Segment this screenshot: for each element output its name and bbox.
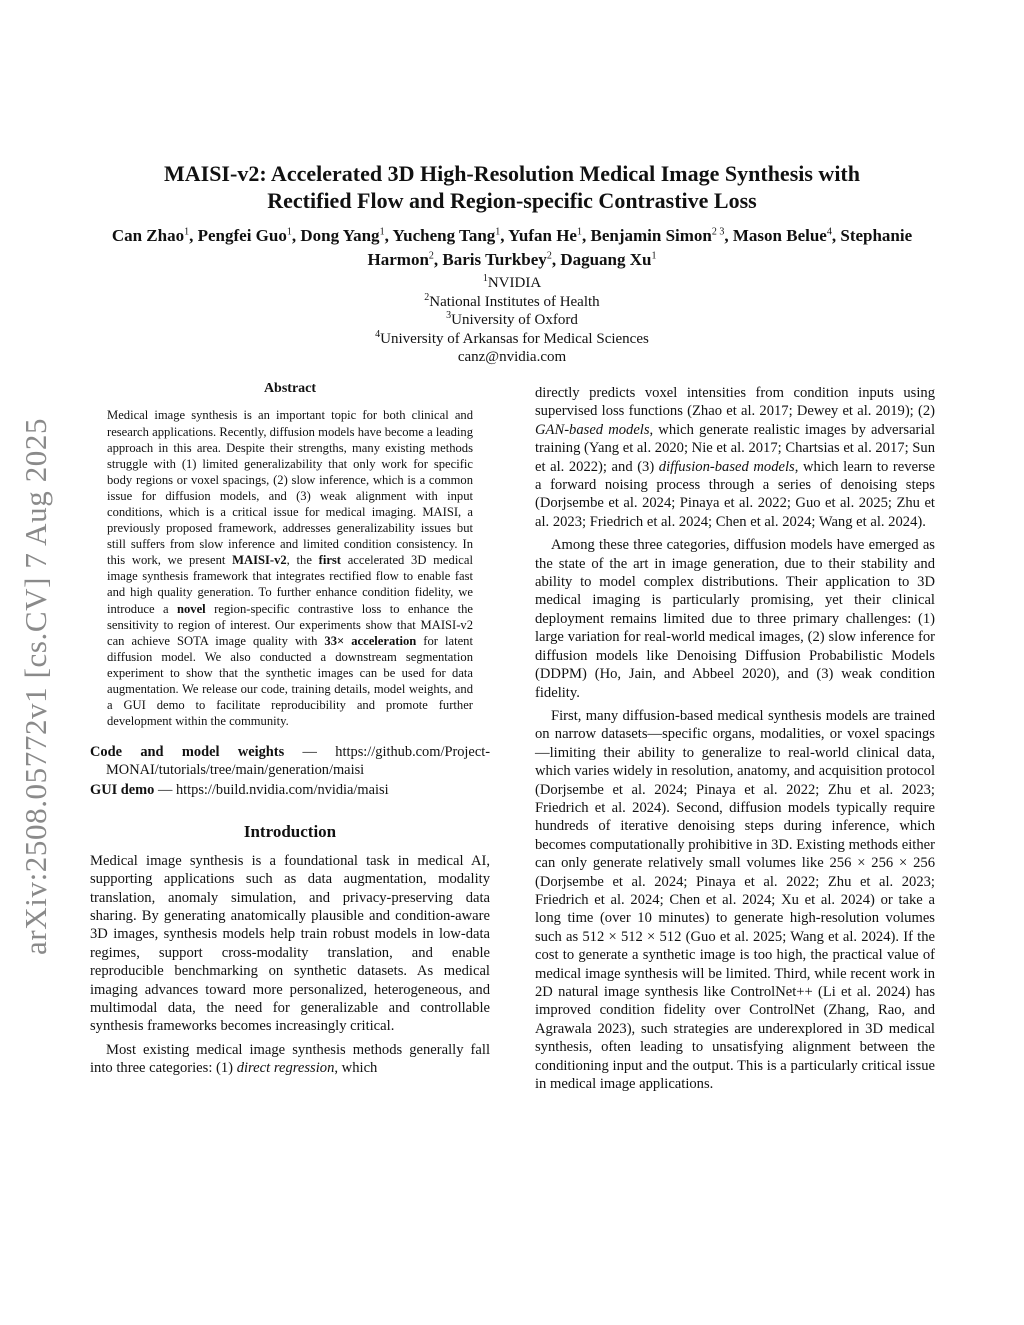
author-affiliation-marker: 1 — [286, 226, 292, 238]
paper-header — [90, 160, 934, 367]
author-affiliation-marker: 1 — [379, 226, 385, 238]
right-paragraph-3: First, many diffusion-based medical synthesis models are trained on narrow datasets—specific organs, modalities, or voxel spacings—limiting their ability to generalize to real-world clinical data, which varies widely in resolution, anatomy, and acquisition protocol (Dorjsembe et al. 2024; Pinaya et al. 2022; Zhu et al. 2023; Friedrich et al. 2024). Second, diffusion models typically require hundreds of iterative denoising steps during inference, which becomes computationally prohibitive in 3D. Existing methods either can only generate relatively small volumes like 256 × 256 × 256 (Dorjsembe et al. 2024; Pinaya et al. 2022; Zhu et al. 2023; Friedrich et al. 2024; Chen et al. 2024; Xu et al. 2024) or take a long time (over 10 minutes) to generate high-resolution volumes such as 512 × 512 × 512 (Guo et al. 2025; Wang et al. 2024). If the cost to generate a synthetic image is too high, the practical value of medical image synthesis will be limited. Third, while recent work in 2D natural image synthesis like ControlNet++ (Li et al. 2024) has improved condition fidelity over ControlNet (Zhang, Rao, and Agrawala 2023), such strategies are underexplored in 3D medical synthesis, often leading to unsatisfying alignment between the conditioning input and the output. This is a particularly critical issue in medical image applications. — [535, 707, 935, 1093]
bold-novel: novel — [176, 601, 206, 616]
author: Yufan He — [508, 226, 577, 245]
author: Can Zhao — [111, 226, 185, 245]
bold-acceleration: 33× acceleration — [324, 633, 417, 648]
code-label: Code and model weights — [90, 744, 285, 761]
affiliation: $^4$University of Arkansas for Medical Sciences — [375, 328, 649, 347]
arxiv-identifier: arXiv:2508.05772v1 [cs.CV] 7 Aug 2025 — [18, 417, 53, 955]
code-link-row[interactable] — [90, 743, 490, 779]
introduction-heading: Introduction — [243, 822, 337, 842]
contact-email: canz@nvidia.com — [457, 349, 567, 365]
resource-links — [90, 743, 490, 799]
right-column — [535, 384, 935, 1093]
affiliation: $^2$National Institutes of Health — [424, 291, 600, 310]
author: Mason Belue — [732, 226, 827, 245]
author: Baris Turkbey — [442, 250, 547, 269]
author: Yucheng Tang — [392, 226, 496, 245]
gui-url[interactable]: — https://build.nvidia.com/nvidia/maisi — [154, 782, 389, 799]
author-affiliation-marker: 1 — [651, 250, 657, 262]
bold-maisi-v2: MAISI-v2 — [232, 553, 287, 568]
author-affiliation-marker: 1 — [184, 226, 190, 238]
left-column — [90, 380, 490, 1078]
code-url[interactable]: — https://github.com/Project-MONAI/tutorials/tree/main/generation/maisi — [106, 744, 490, 779]
author-affiliation-marker: 2 — [428, 250, 434, 262]
gui-link-row[interactable] — [90, 781, 490, 799]
paper-title — [90, 160, 934, 214]
author: Dong Yang — [300, 226, 380, 245]
right-paragraph-2: Among these three categories, diffusion models have emerged as the state of the art in image generation, due to their stability and ability to model complex distributions. Their application to 3D medical imaging is particularly promising, yet their clinical deployment remains limited due to three primary challenges: (1) large variation for real-world medical images, (2) slow inference for diffusion models like Denoising Diffusion Probabilistic Models (DDPM) (Ho, Jain, and Abbeel 2020), and (3) weak condition fidelity. — [535, 537, 935, 701]
abstract-text: Medical image synthesis is an important topic for both clinical and research applications. Recently, diffusion models have become a leading approach in this area. Despite their strengths, many existing methods struggle with (1) limited generalizability that only work for specific body regions or voxel spacings, (2) slow inference, which is a common issue for diffusion models, and (3) weak alignment with input conditions, which is a critical issue for medical imaging. MAISI, a previously proposed framework, addresses generalizability issues but still suffers from slow inference and limited condition consistency. In this work, we present MAISI-v2, the first accelerated 3D medical image synthesis framework that integrates rectified flow to enable fast and high quality generation. To further enhance condition fidelity, we introduce a novel region-specific contrastive loss to enhance the sensitivity to region of interest. Our experiments show that MAISI-v2 can achieve SOTA image quality with 33× acceleration for latent diffusion model. We also conducted a downstream segmentation experiment to show that the synthetic images can be used for data augmentation. We release our code, training details, model weights, and a GUI demo to facilitate reproducibility and promote further development within the community. — [107, 408, 473, 729]
author-affiliation-marker: 2 3 — [711, 226, 725, 238]
author-list: Can Zhao$^1$, Pengfei Guo$^1$, Dong Yang$^1$, Yucheng Tang$^1$, Yufan He$^1$, Benjamin Simon$^{2 3}$, Mason Belue$^4$, Stephanie Harmon$^2$, Baris Turkbey$^2$, Daguang Xu$^1$ — [111, 226, 913, 269]
author: Daguang Xu — [560, 250, 652, 269]
abstract-heading: Abstract — [263, 381, 317, 396]
author: Pengfei Guo — [197, 226, 287, 245]
author-affiliation-marker: 1 — [576, 226, 582, 238]
intro-paragraph-1: Medical image synthesis is a foundational task in medical AI, supporting applications such as data augmentation, modality translation, anomaly simulation, and privacy-preserving data sharing. By generating anatomically plausible and condition-aware 3D images, synthesis models help train robust models in low-data regimes, support cross-modality translation, and enable reproducible benchmarking on synthetic datasets. As medical imaging advances toward more personalized, heterogeneous, and multimodal data, the need for generalizable and controllable synthesis frameworks becomes increasingly critical. — [90, 852, 490, 1035]
author-affiliation-marker: 4 — [826, 226, 832, 238]
bold-first: first — [318, 553, 342, 568]
title-line-1: MAISI-v2: Accelerated 3D High-Resolution Medical Image Synthesis with — [163, 161, 860, 186]
affiliation: $^1$NVIDIA — [482, 273, 542, 291]
intro-paragraph-2: Most existing medical image synthesis methods generally fall into three categories: (1) direct regression, which — [90, 1041, 490, 1077]
right-paragraph-1: directly predicts voxel intensities from condition inputs using supervised loss functions (Zhao et al. 2017; Dewey et al. 2019); (2) GAN-based models, which generate realistic images by adversarial training (Yang et al. 2020; Nie et al. 2017; Chartsias et al. 2017; Sun et al. 2022); and (3) diffusion-based models, which learn to reverse a forward noising process through a series of denoising steps (Dorjsembe et al. 2024; Pinaya et al. 2022; Guo et al. 2025; Zhu et al. 2023; Friedrich et al. 2024; Chen et al. 2024; Wang et al. 2024). — [535, 385, 935, 530]
affiliation: $^3$University of Oxford — [446, 310, 578, 328]
affiliation-list — [90, 274, 934, 367]
title-line-2: Rectified Flow and Region-specific Contrastive Loss — [267, 188, 757, 213]
author-affiliation-marker: 2 — [546, 250, 552, 262]
gui-label: GUI demo — [90, 782, 155, 799]
author: Stephanie Harmon — [367, 226, 913, 269]
author-affiliation-marker: 1 — [495, 226, 501, 238]
author: Benjamin Simon — [590, 226, 712, 245]
